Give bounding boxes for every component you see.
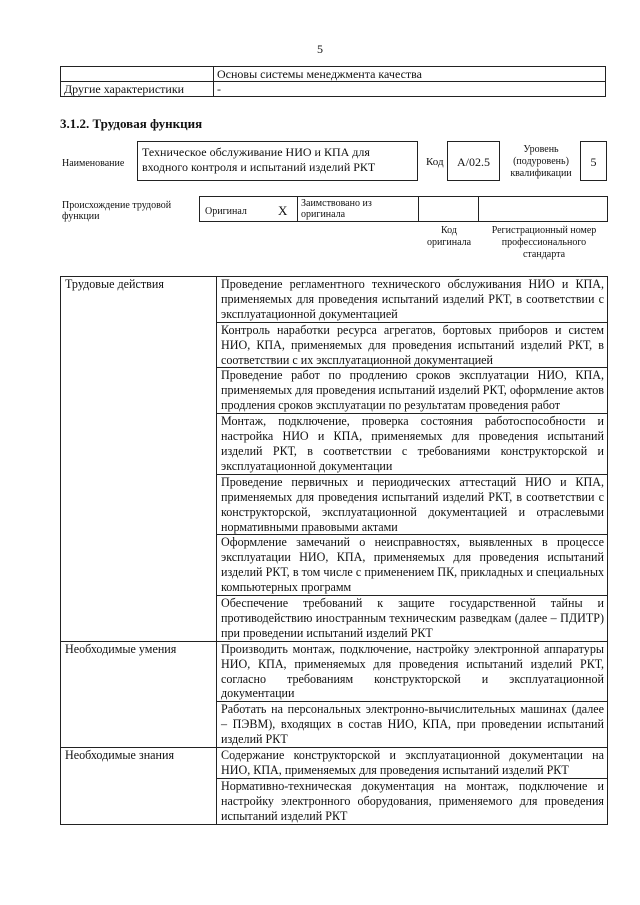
origin-label: Происхождение трудовой функции xyxy=(62,200,172,222)
labor-action-item: Контроль наработки ресурса агрегатов, бортовых приборов и систем НИО, КПА, применяемых для проведения испытаний изделий РКТ, в соответствии с их эксплуатационной документацией xyxy=(217,322,608,368)
code-box: A/02.5 xyxy=(447,141,500,181)
origin-divider xyxy=(297,196,298,222)
origin-box xyxy=(199,196,608,222)
knowledge-label: Необходимые знания xyxy=(61,748,217,825)
page-number: 5 xyxy=(317,42,323,56)
labor-action-item: Проведение первичных и периодических аттестаций НИО и КПА, применяемых для проведения испытаний изделий РКТ, в соответствии с конструкторской, эксплуатационной документацией и отраслевыми нормативными правовыми актами xyxy=(217,474,608,535)
function-details-table xyxy=(60,276,608,825)
labor-action-item: Проведение работ по продлению сроков эксплуатации НИО, КПА, применяемых для проведения испытаний изделий РКТ, оформление актов продления сроков эксплуатации по результатам проведения работ xyxy=(217,368,608,414)
labor-action-item: Обеспечение требований к защите государственной тайны и противодействию иностранным техническим разведкам (далее – ПДИТР) при проведении испытаний изделий РКТ xyxy=(217,596,608,642)
function-name-box: Техническое обслуживание НИО и КПА для входного контроля и испытаний изделий РКТ xyxy=(137,141,418,181)
borrowed-label: Заимствовано из оригинала xyxy=(301,198,372,220)
level-box: 5 xyxy=(580,141,607,181)
code-original-caption: Код оригинала xyxy=(426,225,472,248)
labor-action-item: Оформление замечаний о неисправностях, выявленных в процессе эксплуатации НИО, КПА, применяемых для проведения испытаний изделий РКТ, в том числе с применением ПК, прикладных и специальных компьютерных программ xyxy=(217,535,608,596)
knowledge-item: Содержание конструкторской и эксплуатационной документации на НИО, КПА, применяемых для проведения испытаний изделий РКТ xyxy=(217,748,608,779)
skill-item: Производить монтаж, подключение, настройку электронной аппаратуры НИО, КПА, применяемых для проведения испытаний изделий РКТ, согласно требованиям конструкторской и эксплуатационной документации xyxy=(217,641,608,702)
name-label: Наименование xyxy=(62,158,125,169)
labor-actions-label: Трудовые действия xyxy=(61,277,217,642)
section-heading: 3.1.2. Трудовая функция xyxy=(60,116,203,131)
original-mark: X xyxy=(278,203,288,218)
other-characteristics-label: Другие характеристики xyxy=(61,82,214,97)
skills-label: Необходимые умения xyxy=(61,641,217,747)
code-label: Код xyxy=(426,156,444,168)
empty-cell xyxy=(61,67,214,82)
reg-number-caption: Регистрационный номер профессионального стандарта xyxy=(491,225,597,260)
labor-action-item: Проведение регламентного технического обслуживания НИО и КПА, применяемых для проведения испытаний изделий РКТ, в соответствии с эксплуатационной документацией xyxy=(217,277,608,323)
quality-management-cell: Основы системы менеджмента качества xyxy=(214,67,606,82)
original-label: Оригинал xyxy=(205,206,247,217)
skill-item: Работать на персональных электронно-вычислительных машинах (далее – ПЭВМ), входящих в состав НИО, КПА, при проведении испытаний изделий РКТ xyxy=(217,702,608,748)
origin-divider xyxy=(418,196,419,222)
other-characteristics-value: - xyxy=(214,82,606,97)
knowledge-item: Нормативно-техническая документация на монтаж, подключение и настройку электронного оборудования, применяемого для проведения испытаний изделий РКТ xyxy=(217,778,608,824)
characteristics-table xyxy=(60,66,606,97)
labor-action-item: Монтаж, подключение, проверка состояния работоспособности и настройка НИО и КПА, применяемых для проведения испытаний изделий РКТ, в соответствии с требованиями конструкторской и эксплуатационной документации xyxy=(217,414,608,475)
level-label: Уровень (подуровень) квалификации xyxy=(510,144,572,179)
origin-divider xyxy=(478,196,479,222)
